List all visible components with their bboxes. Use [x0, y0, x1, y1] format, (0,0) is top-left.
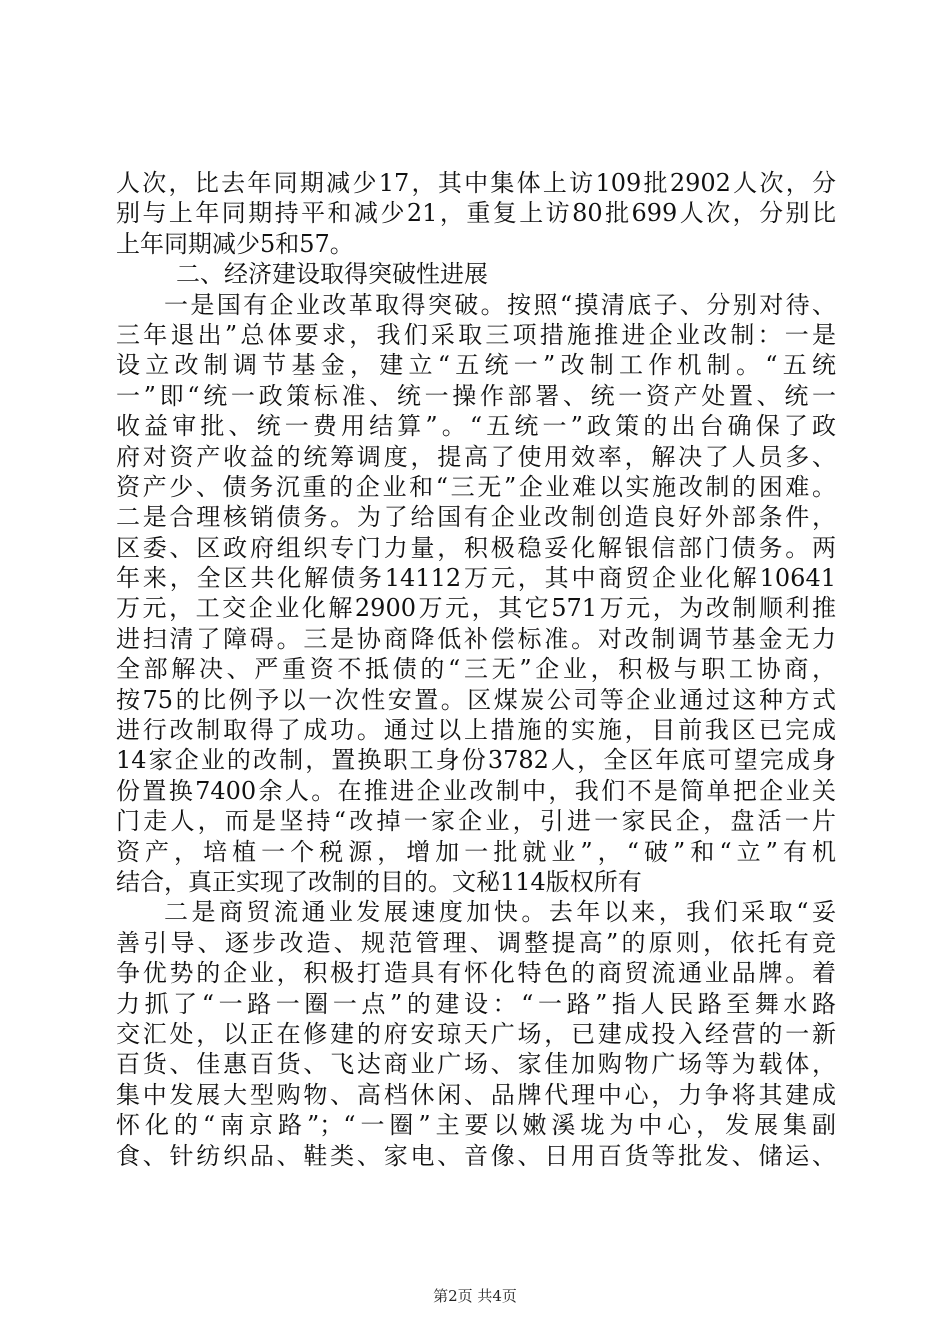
text-line: 万元，工交企业化解2900万元，其它571万元，为改制顺利推: [116, 594, 836, 623]
text-line: 一”即“统一政策标准、统一操作部署、统一资产处置、统一: [116, 381, 836, 410]
text-line: 年来，全区共化解债务14112万元，其中商贸企业化解10641: [116, 564, 836, 593]
text-line: 怀化的“南京路”；“一圈”主要以嫩溪垅为中心，发展集副: [116, 1111, 836, 1140]
section-heading: 二、经济建设取得突破性进展: [176, 260, 488, 289]
text-line: 食、针纺织品、鞋类、家电、音像、日用百货等批发、储运、: [116, 1141, 836, 1170]
text-line: 14家企业的改制，置换职工身份3782人，全区年底可望完成身: [116, 746, 836, 775]
text-line: 收益审批、统一费用结算”。“五统一”政策的出台确保了政: [116, 412, 836, 441]
text-line: 人次，比去年同期减少17，其中集体上访109批2902人次，分: [116, 169, 836, 197]
text-line: 全部解决、严重资不抵债的“三无”企业，积极与职工协商，: [116, 655, 836, 684]
text-line: 门走人，而是坚持“改掉一家企业，引进一家民企，盘活一片: [116, 807, 836, 836]
text-line: 争优势的企业，积极打造具有怀化特色的商贸流通业品牌。着: [116, 959, 836, 988]
text-line: 交汇处，以正在修建的府安琼天广场，已建成投入经营的一新: [116, 1019, 836, 1048]
text-line: 三年退出”总体要求，我们采取三项措施推进企业改制：一是: [116, 320, 836, 349]
text-line: 府对资产收益的统筹调度，提高了使用效率，解决了人员多、: [116, 442, 836, 471]
text-line: 百货、佳惠百货、飞达商业广场、家佳加购物广场等为载体，: [116, 1050, 836, 1079]
text-line: 善引导、逐步改造、规范管理、调整提高”的原则，依托有竞: [116, 928, 836, 957]
text-line: 上年同期减少5和57。: [116, 229, 354, 258]
text-line: 份置换7400余人。在推进企业改制中，我们不是简单把企业关: [116, 776, 836, 805]
text-line: 进行改制取得了成功。通过以上措施的实施，目前我区已完成: [116, 716, 836, 745]
text-line: 二是合理核销债务。为了给国有企业改制创造良好外部条件，: [116, 503, 836, 532]
text-line: 资产少、债务沉重的企业和“三无”企业难以实施改制的困难。: [116, 472, 836, 501]
text-line: 二是商贸流通业发展速度加快。去年以来，我们采取“妥: [164, 898, 836, 927]
text-line: 区委、区政府组织专门力量，积极稳妥化解银信部门债务。两: [116, 533, 836, 562]
page-footer: 第2页 共4页: [433, 1287, 517, 1305]
text-line: 力抓了“一路一圈一点”的建设：“一路”指人民路至舞水路: [116, 989, 836, 1018]
document-body: [116, 168, 836, 1171]
text-line: 设立改制调节基金，建立“五统一”改制工作机制。“五统: [116, 351, 836, 380]
text-line: 按75的比例予以一次性安置。区煤炭公司等企业通过这种方式: [116, 685, 836, 714]
text-line: 结合，真正实现了改制的目的。文秘114版权所有: [116, 867, 642, 896]
text-line: 进扫清了障碍。三是协商降低补偿标准。对改制调节基金无力: [116, 624, 836, 653]
text-line: 一是国有企业改革取得突破。按照“摸清底子、分别对待、: [164, 290, 836, 319]
text-line: 资产，培植一个税源，增加一批就业”，“破”和“立”有机: [116, 837, 836, 866]
text-line: 别与上年同期持平和减少21，重复上访80批699人次，分别比: [116, 199, 836, 228]
text-line: 集中发展大型购物、高档休闲、品牌代理中心，力争将其建成: [116, 1080, 836, 1109]
